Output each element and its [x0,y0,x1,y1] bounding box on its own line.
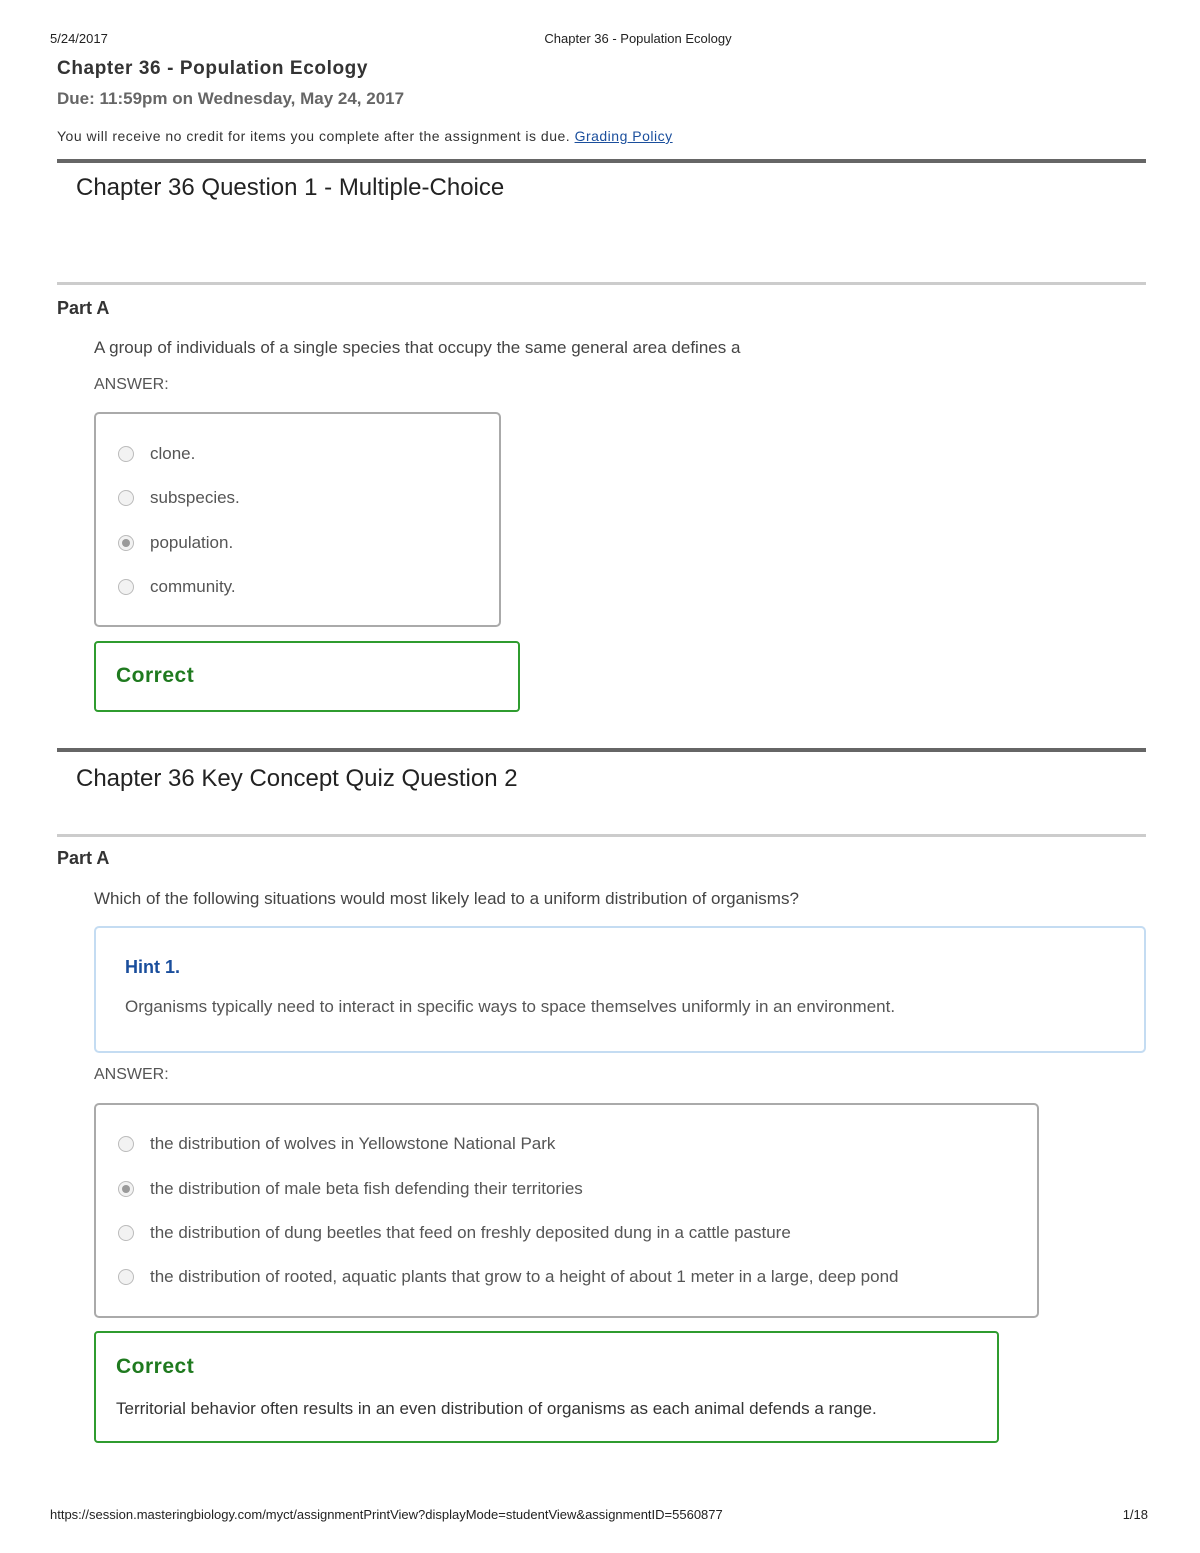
choice-option[interactable] [118,1177,583,1201]
choice-label: the distribution of wolves in Yellowstone National Park [150,1134,556,1153]
radio-button-selected[interactable] [118,535,134,551]
answer-label: ANSWER: [94,1066,169,1083]
radio-button[interactable] [118,1136,134,1152]
question-prompt: A group of individuals of a single species that occupy the same general area defines a [94,338,741,357]
print-date: 5/24/2017 [50,31,108,46]
choice-option[interactable] [118,1265,899,1289]
feedback-correct [94,1331,999,1443]
hint-title: Hint 1. [125,957,181,977]
page-number: 1/18 [1122,1507,1148,1522]
radio-button[interactable] [118,579,134,595]
feedback-text: Territorial behavior often results in an even distribution of organisms as each animal defends a range. [116,1399,877,1418]
print-url: https://session.masteringbiology.com/myct/assignmentPrintView?displayMode=studentView&assignmentID=5560877 [50,1507,723,1522]
part-divider [57,834,1146,837]
part-label: Part A [57,848,110,868]
late-notice [57,128,673,144]
choice-label: population. [150,533,234,552]
due-date: Due: 11:59pm on Wednesday, May 24, 2017 [57,89,405,108]
question-title: Chapter 36 Key Concept Quiz Question 2 [76,765,518,792]
feedback-title: Correct [116,664,195,687]
answer-label: ANSWER: [94,376,169,393]
choice-label: the distribution of dung beetles that feed on freshly deposited dung in a cattle pasture [150,1223,791,1242]
hint-box [94,926,1146,1053]
late-notice-text: You will receive no credit for items you complete after the assignment is due. [57,128,571,144]
radio-button[interactable] [118,1269,134,1285]
radio-button[interactable] [118,1225,134,1241]
answer-choices [94,1103,1039,1318]
choice-label: the distribution of male beta fish defending their territories [150,1179,583,1198]
radio-button[interactable] [118,490,134,506]
choice-option[interactable] [118,531,233,555]
question-prompt: Which of the following situations would most likely lead to a uniform distribution of organisms? [94,889,799,908]
choice-option[interactable] [118,442,195,466]
choice-label: clone. [150,444,196,463]
print-header-title: Chapter 36 - Population Ecology [544,31,732,46]
radio-button[interactable] [118,446,134,462]
choice-option[interactable] [118,1132,555,1156]
choice-label: community. [150,577,236,596]
grading-policy-link[interactable]: Grading Policy [574,128,673,144]
part-divider [57,282,1146,285]
answer-choices [94,412,501,627]
choice-label: the distribution of rooted, aquatic plants that grow to a height of about 1 meter in a large, deep pond [150,1267,899,1286]
choice-option[interactable] [118,486,240,510]
choice-option[interactable] [118,1221,791,1245]
feedback-title: Correct [116,1355,195,1378]
choice-label: subspecies. [150,488,240,507]
radio-button-selected[interactable] [118,1181,134,1197]
feedback-correct [94,641,520,712]
question-divider [57,159,1146,163]
part-label: Part A [57,298,110,318]
assignment-title: Chapter 36 - Population Ecology [57,58,369,79]
hint-text: Organisms typically need to interact in specific ways to space themselves uniformly in an environment. [125,997,896,1016]
question-title: Chapter 36 Question 1 - Multiple-Choice [76,174,505,201]
choice-option[interactable] [118,575,236,599]
question-divider [57,748,1146,752]
